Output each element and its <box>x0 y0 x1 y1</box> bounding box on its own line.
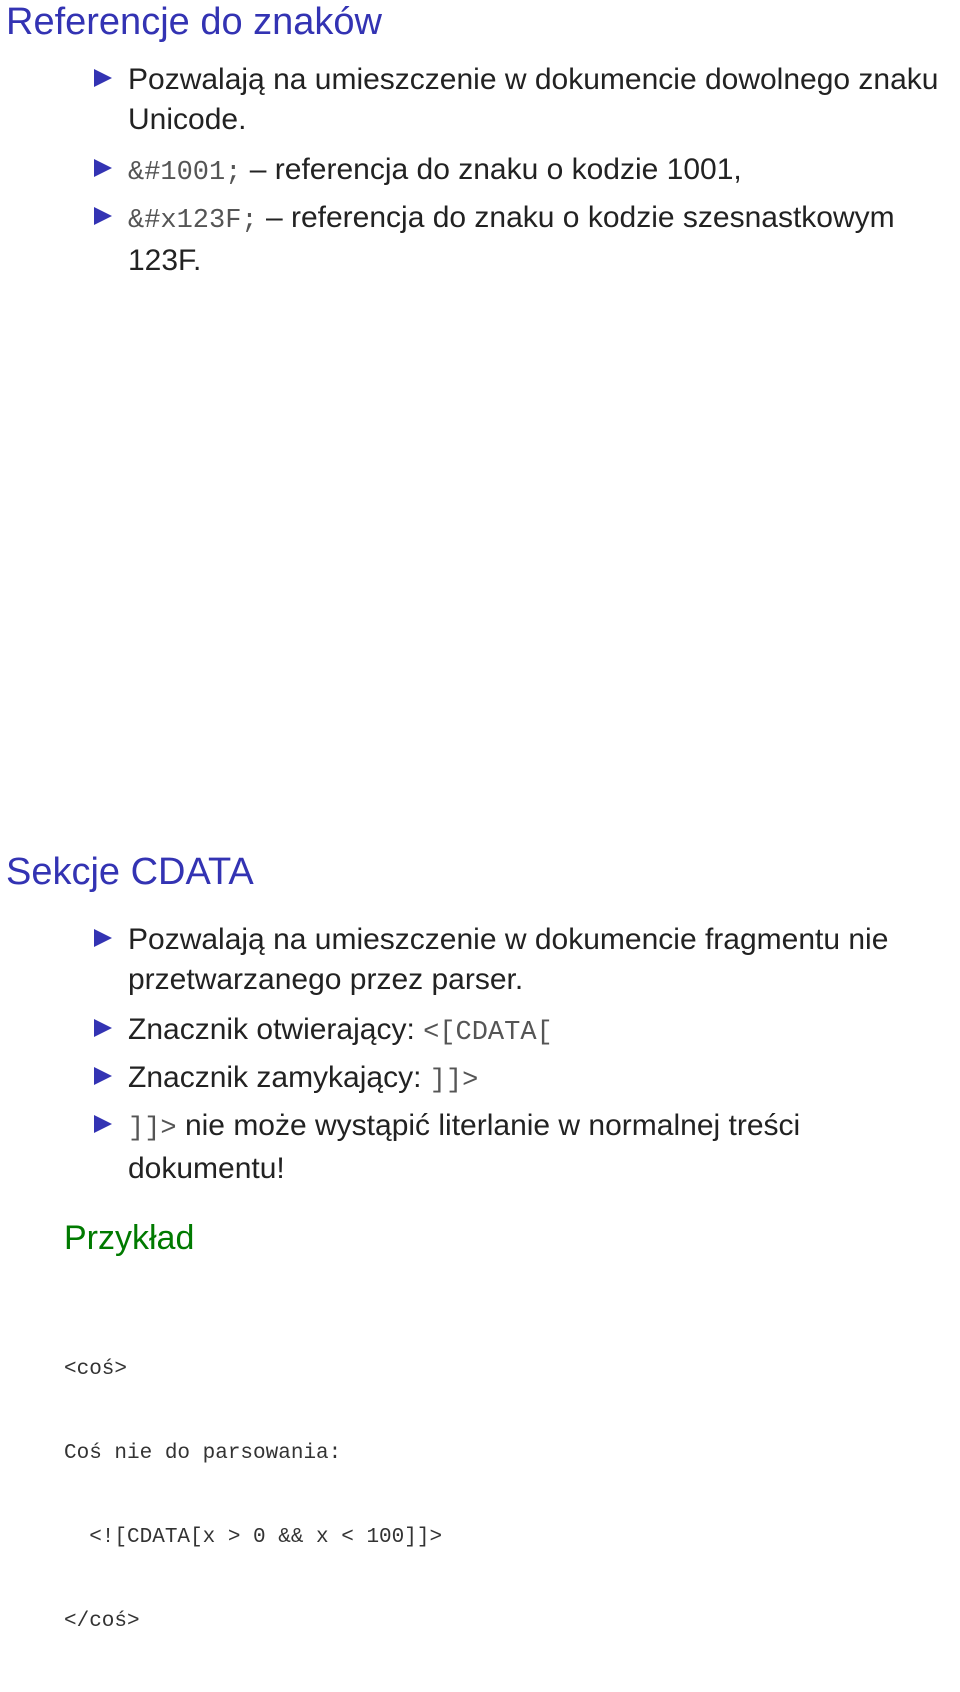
code-snippet: &#x123F; <box>128 206 258 236</box>
frame-title: Sekcje CDATA <box>6 851 254 893</box>
code-line: <coś> <box>64 1358 128 1381</box>
bullet-text <box>128 920 958 1000</box>
triangle-bullet-icon <box>94 159 112 177</box>
bullet-text <box>128 150 958 193</box>
code-snippet: ]]> <box>429 1066 479 1096</box>
frame-title: Referencje do znaków <box>6 1 382 43</box>
bullet-body: Znacznik otwierający: <box>128 1013 424 1046</box>
bullet-body: Pozwalają na umieszczenie w dokumencie fragmentu nie przetwarzanego przez parser. <box>128 923 889 996</box>
code-example <box>64 1300 442 1692</box>
bullet-text <box>128 198 958 281</box>
code-snippet: <[CDATA[ <box>423 1018 553 1048</box>
code-snippet: ]]> <box>128 1114 177 1144</box>
bullet-text <box>128 1010 958 1053</box>
bullet-text <box>128 1058 958 1101</box>
triangle-bullet-icon <box>94 69 112 87</box>
triangle-bullet-icon <box>94 207 112 225</box>
code-snippet: &#1001; <box>128 158 242 188</box>
code-line: </coś> <box>64 1610 140 1633</box>
triangle-bullet-icon <box>94 1019 112 1037</box>
triangle-bullet-icon <box>94 929 112 947</box>
bullet-body: – referencja do znaku o kodzie szesnastkowym 123F. <box>128 201 895 277</box>
triangle-bullet-icon <box>94 1115 112 1133</box>
bullet-body: nie może wystąpić literlanie w normalnej treści dokumentu! <box>128 1109 801 1185</box>
bullet-body: – referencja do znaku o kodzie 1001, <box>241 153 742 186</box>
example-title: Przykład <box>64 1219 195 1257</box>
bullet-text <box>128 1106 958 1189</box>
bullet-body: Znacznik zamykający: <box>128 1061 430 1094</box>
bullet-text <box>128 60 958 140</box>
triangle-bullet-icon <box>94 1067 112 1085</box>
bullet-body: Pozwalają na umieszczenie w dokumencie dowolnego znaku Unicode. <box>128 63 939 136</box>
code-line: <![CDATA[x > 0 && x < 100]]> <box>64 1526 443 1549</box>
code-line: Coś nie do parsowania: <box>64 1442 342 1465</box>
